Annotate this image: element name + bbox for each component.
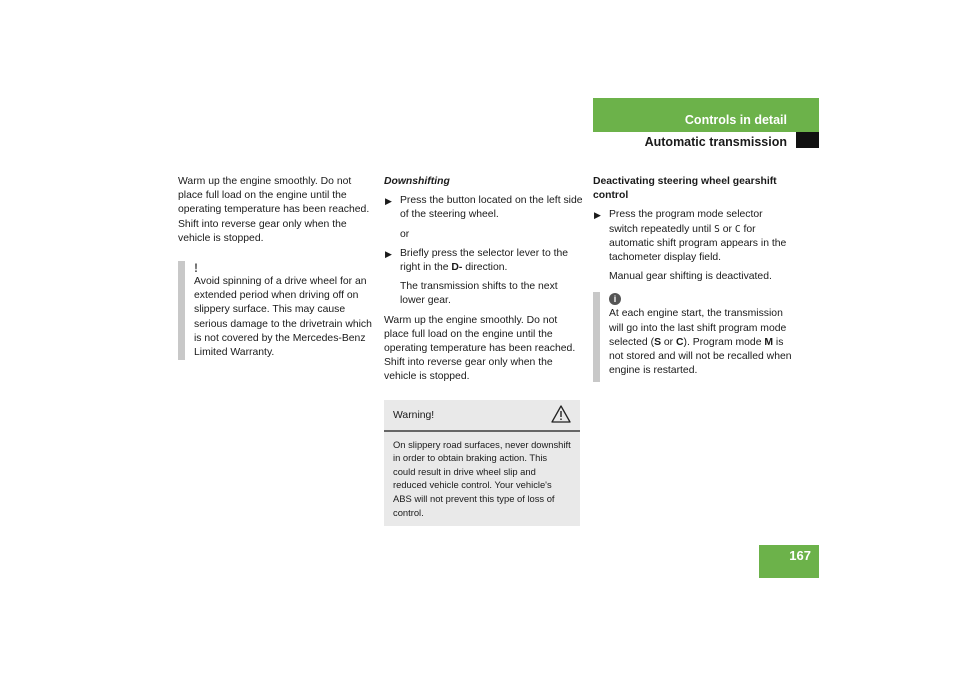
info-text: At each engine start, the transmission will go into the last shift program mode selected (S or C). Program mode M is not stored and will not be recalled when engine is restarted.	[609, 308, 792, 377]
notice-box	[178, 261, 378, 360]
notice-text: Avoid spinning of a drive wheel for an extended period when driving off on slippery surface. This may cause serious damage to the drivetrain which is not covered by the Mercedes-Benz Limited Warranty.	[194, 276, 372, 359]
section-title: Controls in detail	[684, 113, 787, 127]
result-text: Manual gear shifting is deactivated.	[609, 271, 772, 283]
downshifting-heading: Downshifting	[384, 176, 450, 187]
exclamation-icon: !	[194, 261, 198, 276]
arrow-bullet-icon: ▶	[594, 210, 601, 221]
step-text: Press the button located on the left side of the steering wheel.	[400, 195, 583, 221]
section-subtitle: Automatic transmission	[644, 135, 787, 149]
warning-title: Warning!	[393, 409, 435, 421]
warmup-paragraph: Warm up the engine smoothly. Do not place full load on the engine until the operating temperature has been reached. Shift into reverse gear only when the vehicle is stopped.	[384, 314, 576, 383]
intro-paragraph: Warm up the engine smoothly. Do not place full load on the engine until the operating temperature has been reached. Shift into reverse gear only when the vehicle is stopped.	[178, 176, 370, 244]
arrow-bullet-icon: ▶	[385, 248, 392, 259]
step-text: Press the program mode selector switch repeatedly until S or C for automatic shift program appears in the tachometer display field.	[609, 209, 787, 264]
step-text: Briefly press the selector lever to the right in the D- direction.	[400, 247, 569, 274]
page-number-box	[759, 545, 819, 578]
step-press-lever	[384, 247, 584, 275]
info-box	[593, 292, 793, 382]
info-bar	[593, 292, 600, 382]
warning-triangle-icon	[551, 405, 571, 423]
step-press-selector	[593, 208, 793, 265]
warning-box	[384, 400, 580, 527]
warning-header	[384, 400, 580, 432]
result-text: The transmission shifts to the next lower gear.	[400, 281, 558, 307]
header-tab-marker	[796, 132, 819, 148]
page-number: 167	[789, 548, 811, 563]
step-press-button	[384, 194, 584, 222]
deactivating-heading: Deactivating steering wheel gearshift control	[593, 176, 777, 202]
column-2	[384, 175, 584, 526]
notice-bar	[178, 261, 185, 360]
warning-text: On slippery road surfaces, never downshift in order to obtain braking action. This could result in drive wheel slip and reduced vehicle control. Your vehicle's ABS will not prevent this type of loss of control.	[393, 438, 571, 518]
column-1	[178, 175, 378, 360]
arrow-bullet-icon: ▶	[385, 196, 392, 207]
info-icon: i	[609, 293, 621, 305]
column-3	[593, 175, 793, 382]
or-text: or	[400, 228, 410, 240]
